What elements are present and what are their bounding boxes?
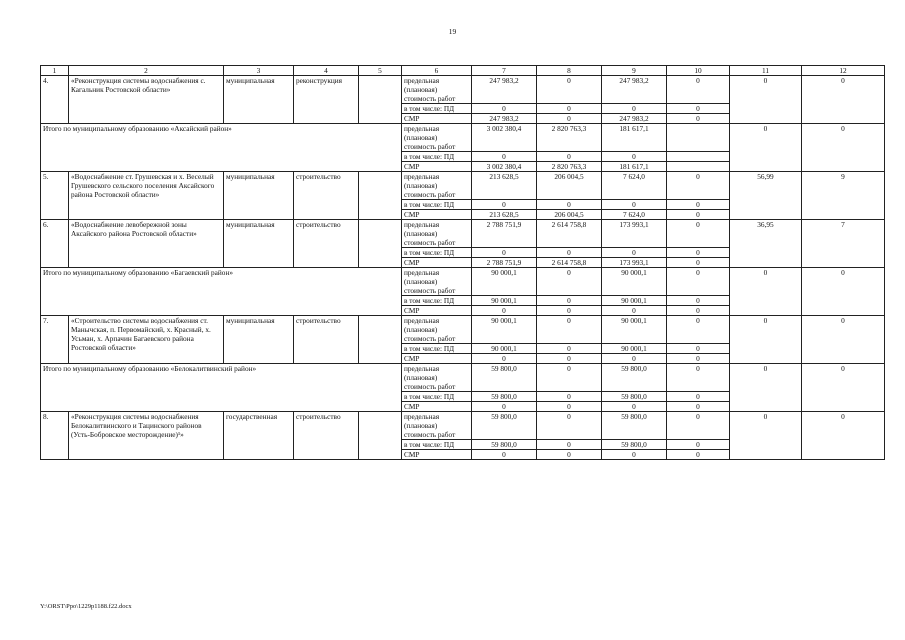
- value-cell: 2 788 751,9: [472, 220, 537, 248]
- cost-label: предельная (плановая) стоимость работ: [402, 220, 472, 248]
- cost-label: в том числе: ПД: [402, 104, 472, 114]
- value-cell: 213 628,5: [472, 210, 537, 220]
- cost-label: предельная (плановая) стоимость работ: [402, 76, 472, 104]
- value-cell: 90 000,1: [472, 344, 537, 354]
- value-cell: 0: [537, 268, 602, 296]
- value-cell: 3 002 380,4: [472, 162, 537, 172]
- cost-label: в том числе: ПД: [402, 440, 472, 450]
- value-cell: 0: [537, 344, 602, 354]
- value-cell: 2 614 758,8: [537, 220, 602, 248]
- cost-label: в том числе: ПД: [402, 152, 472, 162]
- value-cell: 90 000,1: [602, 316, 667, 344]
- value-cell: 0: [667, 402, 730, 412]
- value-cell: 0: [667, 114, 730, 124]
- value-cell: 0: [667, 210, 730, 220]
- value-cell: 0: [667, 344, 730, 354]
- col-header: 10: [667, 66, 730, 76]
- row-number: 7.: [41, 316, 69, 364]
- value-cell: 0: [472, 402, 537, 412]
- ownership-form: государственная: [224, 412, 294, 460]
- total-row: [41, 268, 885, 296]
- value-cell: 0: [667, 172, 730, 200]
- value-cell: 2 820 763,3: [537, 162, 602, 172]
- value-cell: 0: [472, 200, 537, 210]
- col5-cell: [359, 412, 402, 460]
- cost-label: предельная (плановая) стоимость работ: [402, 124, 472, 152]
- col5-cell: [359, 316, 402, 364]
- row-number: 6.: [41, 220, 69, 268]
- ownership-form: муниципальная: [224, 220, 294, 268]
- value-cell: 59 800,0: [472, 440, 537, 450]
- value-cell: 0: [667, 258, 730, 268]
- col-header: 3: [224, 66, 294, 76]
- value-cell: 59 800,0: [472, 364, 537, 392]
- value-cell: 0: [602, 402, 667, 412]
- value-cell: 0: [472, 354, 537, 364]
- work-type: строительство: [294, 220, 359, 268]
- value-cell: 0: [537, 440, 602, 450]
- value-cell: 181 617,1: [602, 162, 667, 172]
- investment-table: [40, 65, 885, 460]
- object-name: «Реконструкция системы водоснабжения Белокалитвинского и Тацинского районов (Усть-Бобровское месторождение)¹»: [69, 412, 224, 460]
- cost-label: СМР: [402, 354, 472, 364]
- col11-cell: 0: [730, 124, 802, 172]
- col11-cell: 0: [730, 76, 802, 124]
- value-cell: 90 000,1: [472, 296, 537, 306]
- col11-cell: 0: [730, 316, 802, 364]
- file-path-footer: Y:\ORST\Ppo\1229p1188.f22.docx: [40, 603, 132, 610]
- cost-label: предельная (плановая) стоимость работ: [402, 412, 472, 440]
- cost-label: предельная (плановая) стоимость работ: [402, 364, 472, 392]
- col12-cell: 9: [802, 172, 885, 220]
- value-cell: 0: [667, 220, 730, 248]
- cost-label: СМР: [402, 114, 472, 124]
- row-number: 4.: [41, 76, 69, 124]
- value-cell: 0: [537, 316, 602, 344]
- value-cell: 0: [667, 268, 730, 296]
- col12-cell: 0: [802, 124, 885, 172]
- cost-label: СМР: [402, 402, 472, 412]
- total-row: [41, 364, 885, 392]
- value-cell: 0: [667, 364, 730, 392]
- col12-cell: 0: [802, 76, 885, 124]
- value-cell: [667, 124, 730, 152]
- value-cell: 59 800,0: [472, 392, 537, 402]
- cost-label: СМР: [402, 450, 472, 460]
- value-cell: 90 000,1: [602, 344, 667, 354]
- cost-label: в том числе: ПД: [402, 296, 472, 306]
- work-type: строительство: [294, 412, 359, 460]
- value-cell: 0: [667, 440, 730, 450]
- value-cell: 181 617,1: [602, 124, 667, 152]
- value-cell: 59 800,0: [602, 412, 667, 440]
- value-cell: 90 000,1: [472, 316, 537, 344]
- value-cell: 0: [667, 306, 730, 316]
- col11-cell: 0: [730, 412, 802, 460]
- cost-label: в том числе: ПД: [402, 344, 472, 354]
- col12-cell: 0: [802, 412, 885, 460]
- cost-label: СМР: [402, 258, 472, 268]
- value-cell: 0: [537, 354, 602, 364]
- value-cell: 59 800,0: [472, 412, 537, 440]
- cost-label: СМР: [402, 306, 472, 316]
- value-cell: 59 800,0: [602, 364, 667, 392]
- value-cell: 0: [602, 354, 667, 364]
- value-cell: 0: [537, 306, 602, 316]
- value-cell: 59 800,0: [602, 440, 667, 450]
- value-cell: [667, 162, 730, 172]
- cost-label: СМР: [402, 162, 472, 172]
- value-cell: 247 983,2: [472, 76, 537, 104]
- value-cell: 0: [667, 412, 730, 440]
- object-name: «Строительство системы водоснабжения ст. Манычская, п. Первомайский, х. Красный, х. Усьман, х. Арпачин Багаевского района Ростовской области»: [69, 316, 224, 364]
- value-cell: 0: [667, 316, 730, 344]
- object-row: [41, 220, 885, 248]
- value-cell: 0: [602, 152, 667, 162]
- value-cell: 0: [537, 200, 602, 210]
- value-cell: 90 000,1: [472, 268, 537, 296]
- object-row: [41, 172, 885, 200]
- cost-label: предельная (плановая) стоимость работ: [402, 268, 472, 296]
- value-cell: 0: [537, 114, 602, 124]
- object-name: «Водоснабжение ст. Грушевская и х. Веселый Грушевского сельского поселения Аксайского района Ростовской области»: [69, 172, 224, 220]
- value-cell: 0: [667, 392, 730, 402]
- col12-cell: 0: [802, 268, 885, 316]
- value-cell: 0: [602, 306, 667, 316]
- value-cell: 206 004,5: [537, 210, 602, 220]
- col-header: 1: [41, 66, 69, 76]
- value-cell: 90 000,1: [602, 268, 667, 296]
- ownership-form: муниципальная: [224, 172, 294, 220]
- object-row: [41, 412, 885, 440]
- col5-cell: [359, 220, 402, 268]
- total-label: Итого по муниципальному образованию «Багаевский район»: [41, 268, 402, 316]
- value-cell: 0: [537, 104, 602, 114]
- value-cell: 0: [667, 76, 730, 104]
- value-cell: 0: [472, 248, 537, 258]
- value-cell: 0: [537, 412, 602, 440]
- work-type: строительство: [294, 316, 359, 364]
- value-cell: 0: [537, 76, 602, 104]
- col-header: 5: [359, 66, 402, 76]
- col11-cell: 0: [730, 268, 802, 316]
- value-cell: 0: [472, 152, 537, 162]
- value-cell: 0: [537, 152, 602, 162]
- total-label: Итого по муниципальному образованию «Аксайский район»: [41, 124, 402, 172]
- value-cell: 0: [537, 402, 602, 412]
- ownership-form: муниципальная: [224, 76, 294, 124]
- value-cell: 0: [602, 104, 667, 114]
- value-cell: 0: [602, 450, 667, 460]
- col-header: 8: [537, 66, 602, 76]
- col11-cell: 56,99: [730, 172, 802, 220]
- value-cell: 0: [537, 296, 602, 306]
- col12-cell: 0: [802, 364, 885, 412]
- value-cell: 90 000,1: [602, 296, 667, 306]
- col11-cell: 0: [730, 364, 802, 412]
- page-number: 19: [448, 27, 457, 36]
- column-number-row: [41, 66, 885, 76]
- value-cell: 0: [472, 450, 537, 460]
- object-row: [41, 76, 885, 104]
- value-cell: 0: [667, 104, 730, 114]
- total-label: Итого по муниципальному образованию «Белокалитвинский район»: [41, 364, 402, 412]
- value-cell: 2 820 763,3: [537, 124, 602, 152]
- value-cell: 0: [667, 450, 730, 460]
- value-cell: 0: [537, 450, 602, 460]
- cost-label: СМР: [402, 210, 472, 220]
- value-cell: 0: [667, 248, 730, 258]
- value-cell: [667, 152, 730, 162]
- row-number: 5.: [41, 172, 69, 220]
- col11-cell: 36,95: [730, 220, 802, 268]
- value-cell: 2 614 758,8: [537, 258, 602, 268]
- cost-label: предельная (плановая) стоимость работ: [402, 316, 472, 344]
- value-cell: 7 624,0: [602, 210, 667, 220]
- value-cell: 3 002 380,4: [472, 124, 537, 152]
- cost-label: в том числе: ПД: [402, 248, 472, 258]
- object-row: [41, 316, 885, 344]
- value-cell: 0: [472, 306, 537, 316]
- value-cell: 0: [602, 248, 667, 258]
- value-cell: 0: [537, 392, 602, 402]
- total-row: [41, 124, 885, 152]
- col5-cell: [359, 172, 402, 220]
- ownership-form: муниципальная: [224, 316, 294, 364]
- value-cell: 0: [667, 296, 730, 306]
- cost-label: в том числе: ПД: [402, 200, 472, 210]
- value-cell: 247 983,2: [472, 114, 537, 124]
- value-cell: 213 628,5: [472, 172, 537, 200]
- col-header: 4: [294, 66, 359, 76]
- col-header: 12: [802, 66, 885, 76]
- work-type: строительство: [294, 172, 359, 220]
- object-name: «Водоснабжение левобережной зоны Аксайского района Ростовской области»: [69, 220, 224, 268]
- value-cell: 247 983,2: [602, 76, 667, 104]
- value-cell: 0: [537, 248, 602, 258]
- value-cell: 173 993,1: [602, 258, 667, 268]
- value-cell: 2 788 751,9: [472, 258, 537, 268]
- col5-cell: [359, 76, 402, 124]
- col-header: 2: [69, 66, 224, 76]
- value-cell: 173 993,1: [602, 220, 667, 248]
- value-cell: 0: [667, 354, 730, 364]
- col-header: 6: [402, 66, 472, 76]
- value-cell: 7 624,0: [602, 172, 667, 200]
- col-header: 11: [730, 66, 802, 76]
- value-cell: 59 800,0: [602, 392, 667, 402]
- col-header: 9: [602, 66, 667, 76]
- col12-cell: 0: [802, 316, 885, 364]
- value-cell: 0: [472, 104, 537, 114]
- value-cell: 0: [667, 200, 730, 210]
- cost-label: предельная (плановая) стоимость работ: [402, 172, 472, 200]
- col12-cell: 7: [802, 220, 885, 268]
- row-number: 8.: [41, 412, 69, 460]
- value-cell: 206 004,5: [537, 172, 602, 200]
- value-cell: 247 983,2: [602, 114, 667, 124]
- object-name: «Реконструкция системы водоснабжения с. Кагальник Ростовской области»: [69, 76, 224, 124]
- work-type: реконструкция: [294, 76, 359, 124]
- cost-label: в том числе: ПД: [402, 392, 472, 402]
- value-cell: 0: [602, 200, 667, 210]
- value-cell: 0: [537, 364, 602, 392]
- col-header: 7: [472, 66, 537, 76]
